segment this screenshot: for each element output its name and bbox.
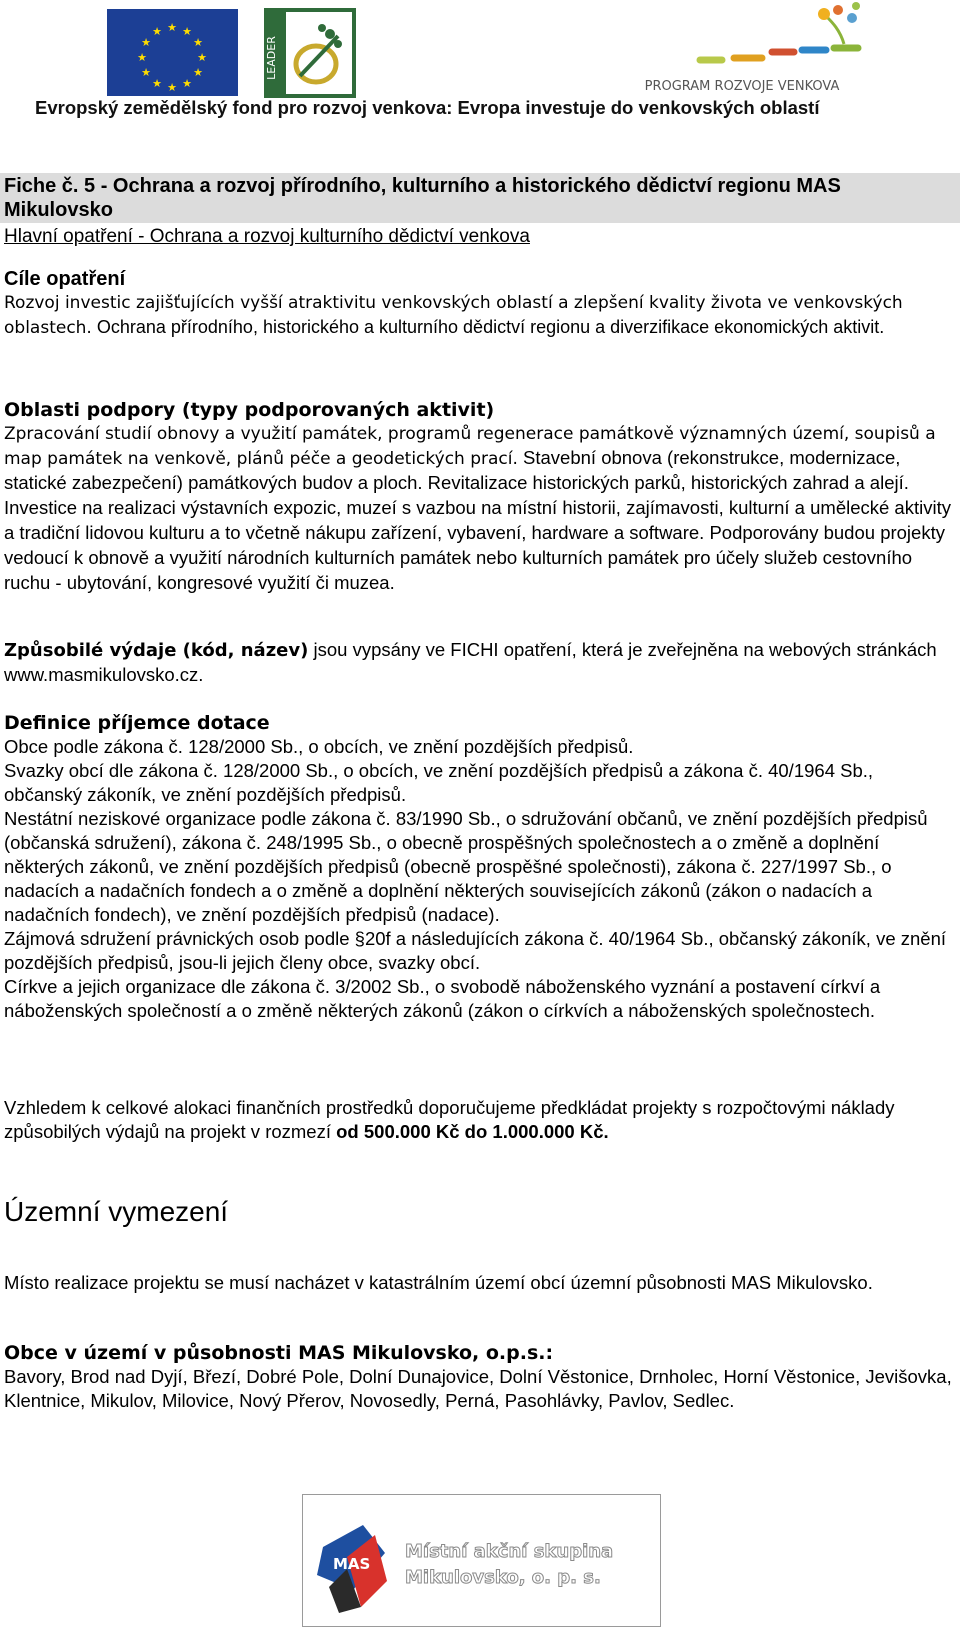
mas-logo-line1: Místní akční skupina (405, 1541, 614, 1562)
goals-heading: Cíle opatření (4, 268, 126, 290)
allocation-range: od 500.000 Kč do 1.000.000 Kč. (336, 1121, 609, 1142)
goals-text-b: Ochrana přírodního, historického a kulturního dědictví regionu a diverzifikace ekonomických aktivit. (91, 317, 885, 337)
municipalities-block (4, 1341, 954, 1413)
svg-text:★: ★ (152, 77, 162, 90)
territory-heading: Územní vymezení (4, 1196, 229, 1227)
mas-logo-icon (303, 1495, 660, 1626)
svg-text:★: ★ (167, 81, 177, 94)
eligible-bold: Způsobilé výdaje (kód, název) (4, 640, 309, 661)
svg-text:★: ★ (182, 77, 192, 90)
goals-text (4, 291, 954, 340)
territory-section (4, 1196, 954, 1228)
territory-text: Místo realizace projektu se musí nacházet v katastrálním území obcí územní působnosti MAS Mikulovsko. (4, 1272, 873, 1293)
recipient-line: Nestátní neziskové organizace podle zákona č. 83/1990 Sb., o sdružování občanů, ve znění pozdějších předpisů (občanská sdružení), zákona č. 248/1995 Sb., o obecně prospěšných společnostech a o změně a doplnění některých zákonů, ve znění pozdějších předpisů (obecně prospěšné společnosti), zákona č. 227/1997 Sb., o nadacích a nadačních fondech a o změně a doplnění některých souvisejících zákonů (zákon o nadacích a nadačních fondech), ve znění pozdějších předpisů (nadace). (4, 808, 928, 925)
territory-text-block (4, 1271, 954, 1295)
svg-text:★: ★ (193, 36, 203, 49)
recipient-heading: Definice příjemce dotace (4, 712, 270, 734)
allocation-rest: Vzhledem k celkové alokaci finančních prostředků doporučujeme předkládat projekty s rozpočtovými náklady způsobilých výdajů na projekt v rozmezí (4, 1097, 895, 1142)
eu-flag-icon (107, 9, 238, 96)
fiche-title: Fiche č. 5 - Ochrana a rozvoj přírodního, kulturního a historického dědictví regionu MAS Mikulovsko (4, 175, 841, 221)
eligible-text (4, 638, 954, 687)
goals-section (4, 267, 954, 340)
support-text (4, 422, 954, 596)
main-measure-link[interactable]: Hlavní opatření - Ochrana a rozvoj kulturního dědictví venkova (4, 226, 530, 247)
recipient-line: Církve a jejich organizace dle zákona č. 3/2002 Sb., o svobodě náboženského vyznání a postavení církví a náboženských společností a o změně některých zákonů (zákon o církvích a náboženských společnostech. (4, 976, 881, 1021)
svg-text:★: ★ (167, 21, 177, 34)
prv-logo-text: PROGRAM ROZVOJE VENKOVA (644, 79, 840, 94)
recipient-section (4, 711, 954, 1023)
allocation-section (4, 1096, 954, 1144)
leader-logo-icon (264, 8, 356, 98)
mas-logo-frame (302, 1494, 661, 1627)
svg-text:★: ★ (193, 66, 203, 79)
prv-logo-icon (612, 0, 880, 98)
allocation-text (4, 1096, 954, 1144)
support-heading: Oblasti podpory (typy podporovaných aktivit) (4, 399, 495, 421)
eligible-rest: jsou vypsány ve FICHI opatření, která je zveřejněna na webových stránkách www.masmikulovsko.cz. (4, 639, 937, 685)
svg-text:★: ★ (197, 51, 207, 64)
eligible-section (4, 638, 954, 687)
mas-logo-initials: MAS (333, 1555, 371, 1573)
header-title: Evropský zemědělský fond pro rozvoj venkova: Evropa investuje do venkovských oblastí (35, 97, 820, 118)
support-text-b: Stavební obnova (rekonstrukce, modernizace, statické zabezpečení) památkových budov a ploch. Revitalizace historických parků, historických zahrad a alejí. Investice na realizaci výstavních expozic, muzeí s vazbou na místní historii, zajímavosti, kulturní a umělecké aktivity a tradiční lidovou kulturu a to včetně nákupu zařízení, vybavení, hardware a software. Podporovány budou projekty vedoucí k obnově a využití národních kulturních památek nebo kulturních památek pro účely služeb cestovního ruchu - ubytování, kongresové využití či muzea. (4, 447, 951, 593)
recipient-line: Obce podle zákona č. 128/2000 Sb., o obcích, ve znění pozdějších předpisů. (4, 736, 634, 757)
mas-logo-line2: Mikulovsko, o. p. s. (405, 1567, 601, 1588)
svg-text:★: ★ (137, 51, 147, 64)
support-text-a: Zpracování studií obnovy a využití památek, programů regenerace památkově významných území, soupisů a map památek na venkově, plánů péče a geodetických prací. (4, 424, 936, 469)
page-header (0, 0, 960, 130)
recipient-line: Zájmová sdružení právnických osob podle §20f a následujících zákona č. 40/1964 Sb., občanský zákoník, ve znění pozdějších předpisů, jsou-li jejich členy obce, svazky obcí. (4, 928, 947, 973)
support-section (4, 398, 954, 596)
svg-text:★: ★ (182, 25, 192, 38)
svg-text:★: ★ (141, 66, 151, 79)
svg-text:★: ★ (141, 36, 151, 49)
svg-text:LEADER: LEADER (265, 36, 278, 80)
municipalities-list: Bavory, Brod nad Dyjí, Březí, Dobré Pole, Dolní Dunajovice, Dolní Věstonice, Drnholec, Horní Věstonice, Jevišovka, Klentnice, Mikulov, Milovice, Nový Přerov, Novosedly, Perná, Pasohlávky, Pavlov, Sedlec. (4, 1366, 952, 1411)
goals-text-a: Rozvoj investic zajišťujících vyšší atraktivitu venkovských oblastí a zlepšení kvality života ve venkovských oblastech. (4, 293, 903, 338)
recipient-line: Svazky obcí dle zákona č. 128/2000 Sb., o obcích, ve znění pozdějších předpisů a zákona č. 40/1964 Sb., občanský zákoník, ve znění pozdějších předpisů. (4, 760, 874, 805)
svg-text:★: ★ (152, 25, 162, 38)
municipalities-heading: Obce v území v působnosti MAS Mikulovsko, o.p.s.: (4, 1342, 554, 1364)
